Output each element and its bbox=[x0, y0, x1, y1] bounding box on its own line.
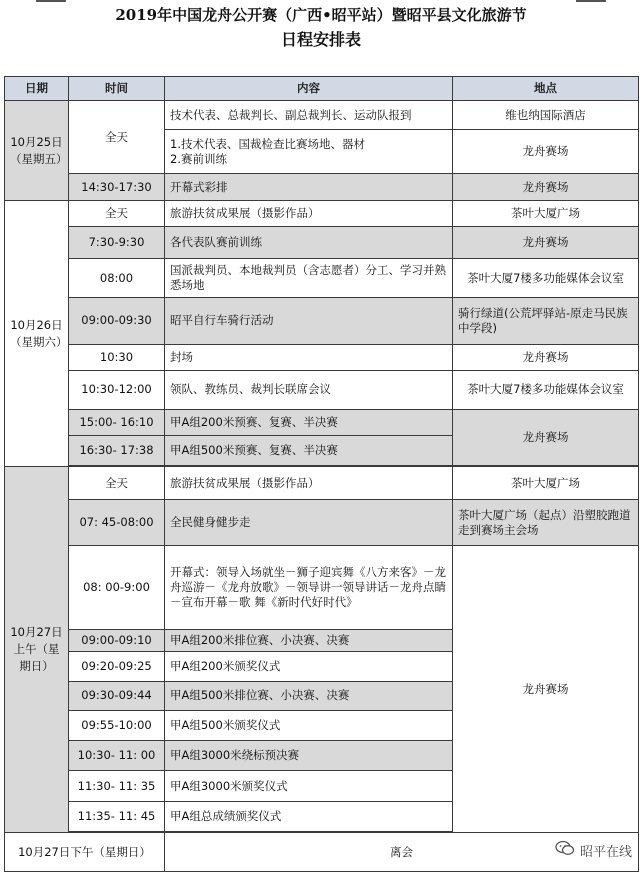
time-cell: 09:00-09:30 bbox=[69, 298, 165, 345]
time-cell: 7:30-9:30 bbox=[69, 227, 165, 259]
header-location: 地点 bbox=[453, 77, 639, 101]
time-cell: 全天 bbox=[69, 467, 165, 499]
time-cell: 15:00- 16:10 bbox=[69, 409, 165, 435]
content-cell: 全民健身健步走 bbox=[165, 499, 453, 546]
header-time: 时间 bbox=[69, 77, 165, 101]
watermark-text: 昭平在线 bbox=[579, 844, 632, 860]
content-cell: 甲A组500米排位赛、小决赛、决赛 bbox=[165, 682, 453, 710]
location-cell: 龙舟赛场 bbox=[453, 227, 639, 259]
table-row bbox=[5, 200, 639, 226]
date-cell-oct26: 10月26日（星期六） bbox=[5, 200, 69, 467]
content-cell: 国派裁判员、本地裁判员（含志愿者）分工、学习并熟悉场地 bbox=[165, 259, 453, 298]
content-cell: 领队、教练员、裁判长联席会议 bbox=[165, 371, 453, 410]
time-cell: 10:30-12:00 bbox=[69, 371, 165, 410]
content-cell: 甲A组500米预赛、复赛、半决赛 bbox=[165, 435, 453, 465]
header-date: 日期 bbox=[5, 77, 69, 101]
location-cell: 龙舟赛场 bbox=[453, 546, 639, 833]
header-content: 内容 bbox=[165, 77, 453, 101]
schedule-table bbox=[4, 76, 639, 872]
time-cell: 16:30- 17:38 bbox=[69, 435, 165, 465]
time-cell: 10:30- 11: 00 bbox=[69, 741, 165, 771]
table-row bbox=[5, 101, 639, 129]
location-cell: 茶叶大厦广场（起点）沿塑胶跑道走到赛场主会场 bbox=[453, 499, 639, 546]
departure-cell: 离会 bbox=[165, 833, 639, 872]
time-cell: 08: 00-9:00 bbox=[69, 546, 165, 629]
time-cell: 全天 bbox=[69, 200, 165, 226]
content-cell: 封场 bbox=[165, 344, 453, 370]
time-cell: 全天 bbox=[69, 101, 165, 174]
location-cell: 龙舟赛场 bbox=[453, 344, 639, 370]
date-cell-oct27-am: 10月27日上午（星期日） bbox=[5, 467, 69, 833]
content-cell: 1.技术代表、国裁检查比赛场地、器材 2.赛前训练 bbox=[165, 129, 453, 174]
location-cell: 茶叶大厦7楼多功能媒体会议室 bbox=[453, 371, 639, 410]
content-cell: 甲A组200米颁奖仪式 bbox=[165, 651, 453, 681]
location-cell: 龙舟赛场 bbox=[453, 174, 639, 200]
time-cell: 11:30- 11: 35 bbox=[69, 771, 165, 801]
content-cell: 甲A组200米排位赛、小决赛、决赛 bbox=[165, 629, 453, 651]
location-cell: 茶叶大厦广场 bbox=[453, 200, 639, 226]
location-cell: 茶叶大厦7楼多功能媒体会议室 bbox=[453, 259, 639, 298]
content-cell: 开幕式彩排 bbox=[165, 174, 453, 200]
time-cell: 14:30-17:30 bbox=[69, 174, 165, 200]
content-cell: 甲A组200米预赛、复赛、半决赛 bbox=[165, 409, 453, 435]
table-row bbox=[5, 174, 639, 200]
location-cell: 骑行绿道(公荒坪驿站-原走马民族中学段) bbox=[453, 298, 639, 345]
content-cell: 昭平自行车骑行活动 bbox=[165, 298, 453, 345]
table-row bbox=[5, 227, 639, 259]
doc-title-line1: 2019年中国龙舟公开赛（广西•昭平站）暨昭平县文化旅游节 bbox=[115, 6, 527, 24]
time-cell: 08:00 bbox=[69, 259, 165, 298]
location-cell: 龙舟赛场 bbox=[453, 129, 639, 174]
doc-title-line2: 日程安排表 bbox=[280, 30, 361, 49]
location-cell: 维也纳国际酒店 bbox=[453, 101, 639, 129]
table-row bbox=[5, 259, 639, 298]
table-row bbox=[5, 371, 639, 410]
table-row bbox=[5, 833, 639, 872]
table-row bbox=[5, 409, 639, 435]
time-cell: 10:30 bbox=[69, 344, 165, 370]
top-rule-right bbox=[576, 0, 606, 2]
table-row bbox=[5, 344, 639, 370]
location-cell: 茶叶大厦广场 bbox=[453, 467, 639, 499]
table-row bbox=[5, 499, 639, 546]
time-cell: 09:30-09:44 bbox=[69, 682, 165, 710]
header-row bbox=[5, 77, 639, 101]
wechat-icon bbox=[555, 840, 575, 860]
content-cell: 甲A组总成绩颁奖仪式 bbox=[165, 801, 453, 831]
time-cell: 09:00-09:10 bbox=[69, 629, 165, 651]
time-cell: 07: 45-08:00 bbox=[69, 499, 165, 546]
content-cell: 技术代表、总裁判长、副总裁判长、运动队报到 bbox=[165, 101, 453, 129]
table-row bbox=[5, 298, 639, 345]
content-cell: 甲A组500米颁奖仪式 bbox=[165, 710, 453, 740]
content-cell: 甲A组3000米绕标预决赛 bbox=[165, 741, 453, 771]
content-cell: 甲A组3000米颁奖仪式 bbox=[165, 771, 453, 801]
location-cell: 龙舟赛场 bbox=[453, 409, 639, 466]
content-cell: 旅游扶贫成果展（摄影作品） bbox=[165, 200, 453, 226]
time-cell: 11:35- 11: 45 bbox=[69, 801, 165, 831]
content-cell: 旅游扶贫成果展（摄影作品） bbox=[165, 467, 453, 499]
watermark bbox=[555, 840, 632, 860]
time-cell: 09:55-10:00 bbox=[69, 710, 165, 740]
time-cell: 09:20-09:25 bbox=[69, 651, 165, 681]
content-cell: 开幕式：领导入场就坐－狮子迎宾舞《八方来客》－龙舟巡游－《龙舟放歌》－领导讲一领导讲话－龙舟点睛－宣布开幕－歌 舞《新时代好时代》 bbox=[165, 546, 453, 629]
content-cell: 各代表队赛前训练 bbox=[165, 227, 453, 259]
table-row bbox=[5, 546, 639, 629]
table-row bbox=[5, 467, 639, 499]
date-cell-oct25: 10月25日（星期五） bbox=[5, 101, 69, 200]
date-cell-oct27-pm: 10月27日下午（星期日） bbox=[5, 833, 165, 872]
top-rule-left bbox=[36, 0, 66, 2]
